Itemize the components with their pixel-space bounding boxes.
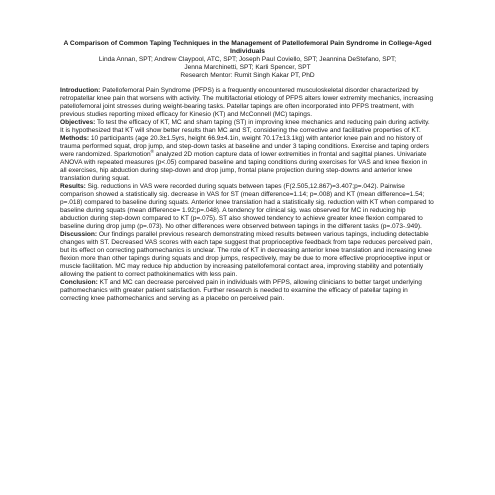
abstract-body (60, 87, 435, 303)
conclusion-paragraph (60, 279, 435, 303)
authors-line-2: Jenna Marchinetti, SPT; Karli Spencer, SPT (184, 64, 311, 72)
introduction-paragraph (60, 87, 435, 119)
objectives-label: Objectives: (60, 119, 96, 127)
methods-text-a: 10 participants (age 20.3±1.5yrs, height 66.9±4.1in, weight 70.17±13.1kg) with anterior knee pain and no history of trauma performed squat, drop jump, and step-down tasks at baseline and under 3 taping conditions. Exercise and taping orders were randomized. Sparkmotion (60, 135, 430, 159)
introduction-label: Introduction: (60, 87, 101, 95)
paper-title: A Comparison of Common Taping Techniques in the Management of Patellofemoral Pain Syndrome in College-Aged Individuals (63, 40, 432, 56)
conclusion-text: KT and MC can decrease perceived pain in individuals with PFPS, allowing clinicians to better target underlying pathomechanics with greater patient satisfaction. Further research is needed to examine the efficacy of patellar taping in correcting knee pathomechanics and serving as a placebo on perceived pain. (60, 279, 422, 303)
registered-mark: ® (150, 149, 154, 155)
discussion-text: Our findings parallel previous research demonstrating mixed results between various tapings, including detectable changes with ST. Decreased VAS scores with each tape suggest that proprioceptive feedback from tape reduces perceived pain, but its effect on correcting pathomechanics is unclear. The role of KT in decreasing anterior knee translation and increasing knee flexion more than other tapings during squats and drop jumps, respectively, may be due to more effective proprioceptive input or muscle facilitation. MC may reduce hip abduction by increasing patellofemoral contact area, improving stability and potentially allowing the patient to correct pathokinematics with less pain. (60, 231, 433, 279)
results-text: Sig. reductions in VAS were recorded during squats between tapes (F(2.505,12.867)=3.407;p=.042). Pairwise comparison showed a statistically sig. decrease in VAS for ST (mean difference=1.14; p=.008) and KT (mean difference=1.54; p=.018) compared to baseline during squats. Anterior knee translation had a statistically sig. reduction with KT when compared to baseline during squats (mean difference= 1.92;p=.048). A tendency for clinical sig. was observed for MC in reducing hip abduction during step-down compared to KT (p=.075). ST also showed tendency to achieve greater knee flexion compared to baseline during drop jump (p=.073). No other differences were observed between tapings in the different tasks (p=.073-.949). (60, 183, 434, 231)
objectives-paragraph (60, 119, 435, 135)
results-label: Results: (60, 183, 86, 191)
authors-line-1: Linda Annan, SPT; Andrew Claypool, ATC, SPT; Joseph Paul Coviello, SPT; Jeannina DeStefano, SPT; (98, 56, 397, 64)
methods-text-b: analyzed 2D motion capture data of lower extremities in frontal and sagittal planes. Univariate ANOVA with repeated measures (p<.05) compared baseline and taping conditions during exercises for VAS and knee flexion in all exercises, hip abduction during step-down and drop jump, frontal plane projection during step-downs and anterior knee translation during squat. (60, 151, 428, 183)
results-discussion-paragraph (60, 183, 435, 279)
objectives-text: To test the efficacy of KT, MC and sham taping (ST) in improving knee mechanics and reducing pain during activity. It is hypothesized that KT will show better results than MC and ST, considering the corrective and facilitative properties of KT. (60, 119, 430, 135)
conclusion-label: Conclusion: (60, 279, 98, 287)
discussion-label: Discussion: (60, 231, 98, 239)
introduction-text: Patellofemoral Pain Syndrome (PFPS) is a frequently encountered musculoskeletal disorder characterized by retropatellar knee pain that worsens with activity. The multifactorial etiology of PFPS alters lower extremity mechanics, increasing patellofemoral joint stresses during weight-bearing tasks. Patellar tapings are often incorporated into PFPS treatment, with previous studies reporting mixed efficacy for Kinesio (KT) and McConnell (MC) tapings. (60, 87, 434, 119)
author-block (60, 56, 435, 80)
research-mentor: Research Mentor: Rumit Singh Kakar PT, PhD (180, 72, 315, 80)
methods-paragraph (60, 135, 435, 183)
methods-label: Methods: (60, 135, 90, 143)
